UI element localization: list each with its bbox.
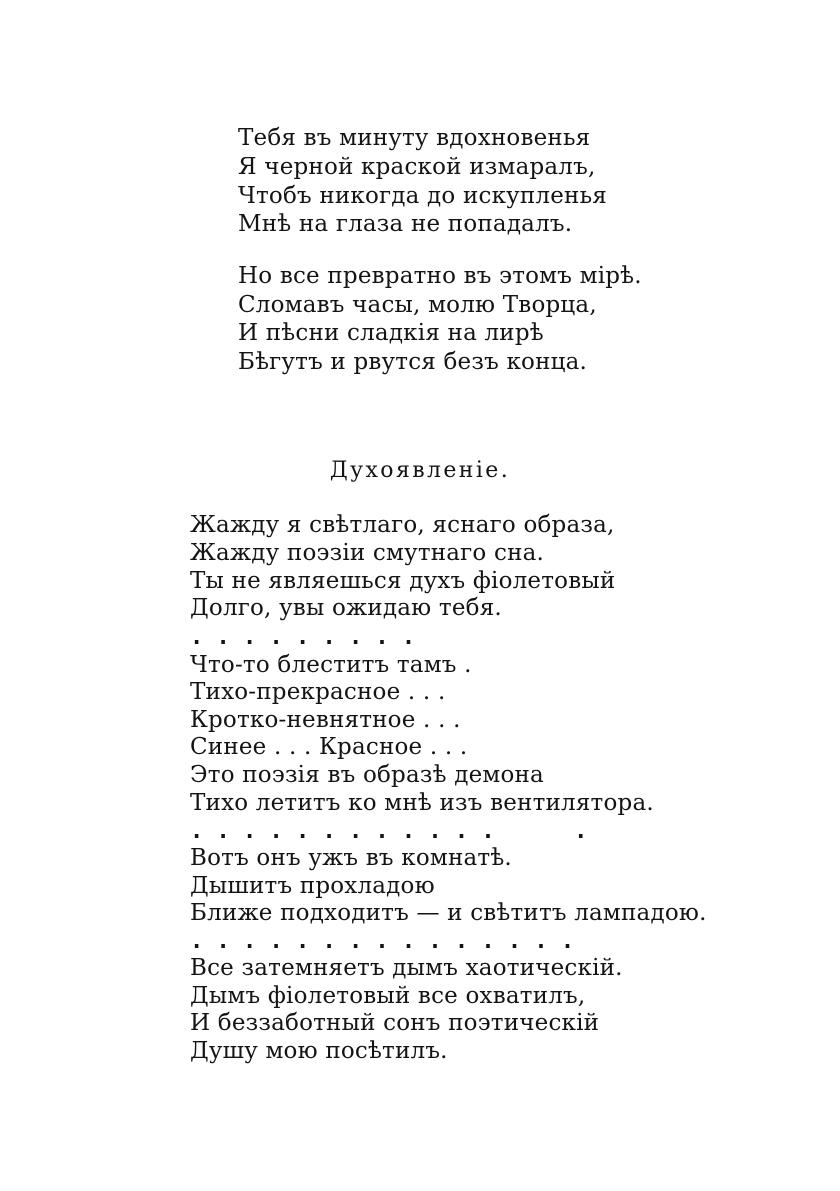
verse-line: Дышитъ прохладою xyxy=(190,873,435,899)
verse-line: Долго, увы ожидаю тебя. xyxy=(190,595,502,621)
verse-line: Ближе подходитъ — и свѣтитъ лампадою. xyxy=(190,900,707,926)
verse-line: Бѣгутъ и рвутся безъ конца. xyxy=(238,349,588,375)
verse-line: Дымъ фіолетовый все охватилъ, xyxy=(190,983,586,1009)
verse-line: Что-то блеститъ тамъ . xyxy=(190,652,472,678)
verse-line: Кротко-невнятное . . . xyxy=(190,707,461,733)
verse-line: Ты не являешься духъ фіолетовый xyxy=(190,568,616,594)
verse-line: Это поэзія въ образѣ демона xyxy=(190,762,544,788)
dot-separator: . . . . . . . . . . . . . xyxy=(190,819,588,844)
verse-line: Я черной краской измаралъ, xyxy=(238,154,596,180)
verse-line: Жажду я свѣтлаго, яснаго образа, xyxy=(190,512,615,538)
verse-line: Жажду поэзіи смутнаго сна. xyxy=(190,540,545,566)
verse-line: И пѣсни сладкія на лирѣ xyxy=(238,320,544,346)
verse-line: Тебя въ минуту вдохновенья xyxy=(238,125,591,151)
verse-line: Все затемняетъ дымъ хаотическій. xyxy=(190,955,623,981)
verse-line: Вотъ онъ ужъ въ комнатѣ. xyxy=(190,845,512,871)
verse-line: Но все превратно въ этомъ мірѣ. xyxy=(238,263,642,289)
verse-line: Мнѣ на глаза не попадалъ. xyxy=(238,211,573,237)
dot-separator: . . . . . . . . . xyxy=(190,625,416,650)
verse-line: Чтобъ никогда до искупленья xyxy=(238,183,608,209)
verse-line: Тихо летитъ ко мнѣ изъ вентилятора. xyxy=(190,790,654,816)
verse-line: И беззаботный сонъ поэтическій xyxy=(190,1010,600,1036)
verse-line: Синее . . . Красное . . . xyxy=(190,734,468,760)
verse-line: Сломавъ часы, молю Творца, xyxy=(238,292,597,318)
dot-separator: . . . . . . . . . . . . . . . xyxy=(190,929,575,954)
verse-line: Душу мою посѣтилъ. xyxy=(190,1038,448,1064)
poem-title: Духоявленіе. xyxy=(329,458,511,483)
verse-line: Тихо-прекрасное . . . xyxy=(190,679,446,705)
